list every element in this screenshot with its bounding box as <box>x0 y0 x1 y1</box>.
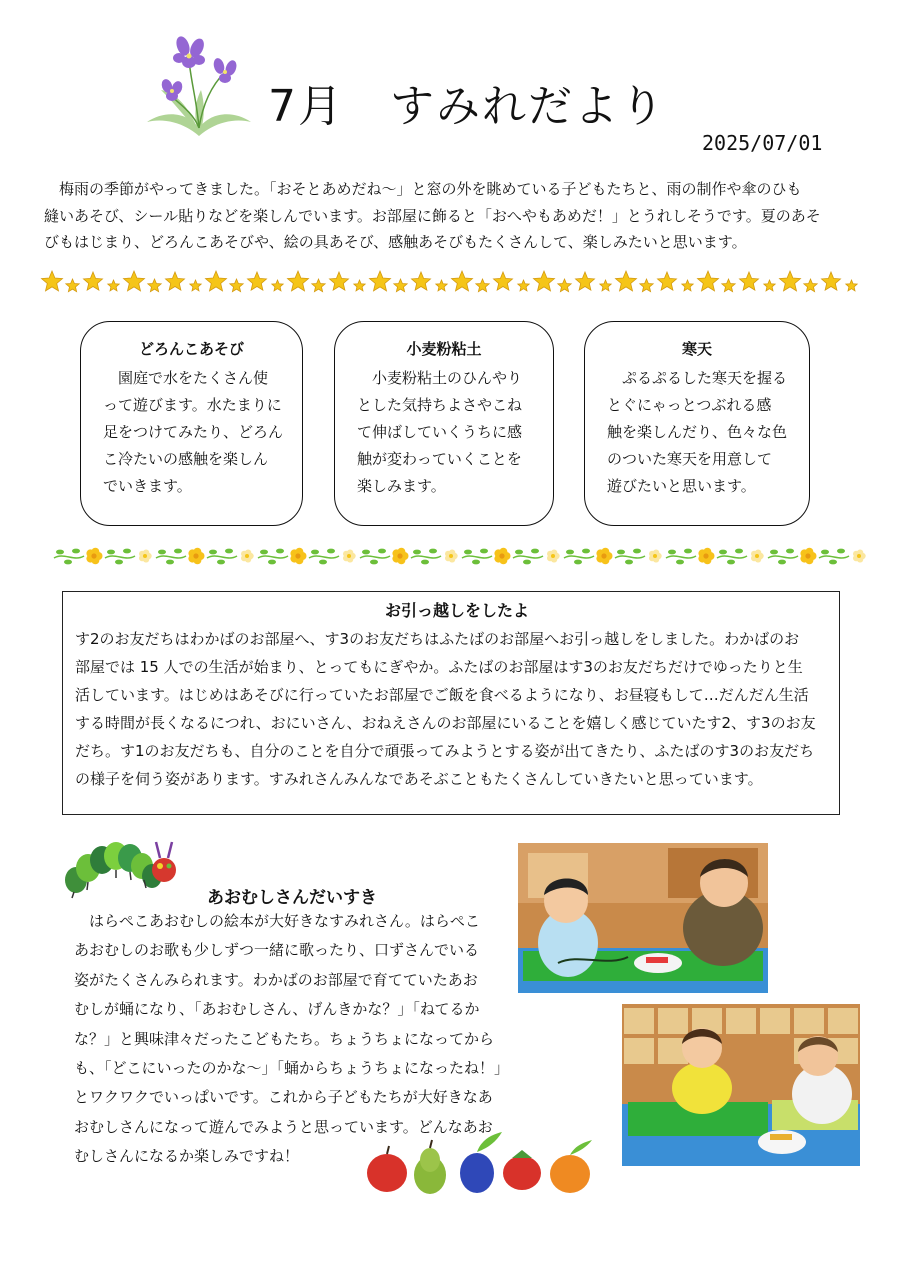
star-icon <box>42 271 63 291</box>
star-icon <box>312 279 325 292</box>
activity-card-flour-clay <box>334 321 554 526</box>
newsletter-title: 7月 すみれだより <box>268 81 666 132</box>
caterpillar-line: な？」と興味津々だったこどもたち。ちょうちょになってから <box>74 1029 495 1048</box>
flower-icon <box>207 549 254 565</box>
flower-icon <box>411 549 458 565</box>
star-icon <box>698 271 719 291</box>
star-icon <box>682 280 693 291</box>
flower-icon <box>309 549 356 565</box>
star-icon <box>248 272 267 290</box>
star-icon <box>822 272 841 290</box>
activity-card-body <box>357 365 527 500</box>
card-line: 小麦粉粘土のひんやり <box>357 369 523 387</box>
star-icon <box>124 271 145 291</box>
children-painting-photo <box>518 843 768 993</box>
caterpillar-line: おむしさんになって遊んでみようと思っています。どんなあお <box>74 1117 493 1136</box>
star-icon <box>616 271 637 291</box>
flower-icon <box>717 549 764 565</box>
fruits-illustration <box>362 1128 594 1198</box>
star-icon <box>722 279 735 292</box>
flower-icon <box>462 548 511 565</box>
star-icon <box>576 272 595 290</box>
activity-card-body <box>607 365 788 500</box>
card-line: こ冷たいの感触を楽しん <box>103 450 269 468</box>
star-icon <box>658 272 677 290</box>
star-icon <box>846 280 857 291</box>
star-icon <box>394 279 407 292</box>
activity-card-title: 寒天 <box>681 340 712 358</box>
star-icon <box>436 280 447 291</box>
caterpillar-line: も、「どこにいったのかな～」「蛹からちょうちょになったね！」 <box>74 1059 510 1078</box>
caterpillar-line: とワクワクでいっぱいです。これから子どもたちが大好きなあ <box>74 1088 493 1107</box>
moving-announcement-box <box>62 591 840 815</box>
star-icon <box>148 279 161 292</box>
star-icon <box>370 271 391 291</box>
flower-icon <box>666 548 715 565</box>
flower-icon <box>615 549 662 565</box>
star-icon <box>764 280 775 291</box>
intro-line: びもはじまり、どろんこあそびや、絵の具あそび、感触あそびもたくさんして、楽しみたいと思います。 <box>44 233 747 251</box>
star-icon <box>272 280 283 291</box>
star-icon <box>452 271 473 291</box>
moving-line: の様子を伺う姿があります。すみれさんみんなであそぶこともたくさんしていきたいと思っています。 <box>75 770 763 788</box>
intro-line: 梅雨の季節がやってきました。「おそとあめだね～」と窓の外を眺めている子どもたちと、雨の制作や傘のひも <box>44 180 802 198</box>
card-line: って遊びます。水たまりに <box>103 396 282 414</box>
moving-line: する時間が長くなるにつれ、おにいさん、おねえさんのお部屋にいることを嬉しく感じていたす2、す3のお友 <box>75 714 816 732</box>
activity-card-mud-play <box>80 321 303 526</box>
intro-line: 縫いあそび、シール貼りなどを楽しんでいます。お部屋に飾ると「おへやもあめだ！」とうれしそうです。夏のあそ <box>44 206 821 225</box>
card-line: 楽しみます。 <box>357 477 446 495</box>
flower-icon <box>513 549 560 565</box>
caterpillar-section-title: あおむしさんだいすき <box>207 888 377 908</box>
star-icon <box>190 280 201 291</box>
card-line: でいきます。 <box>103 477 192 495</box>
star-icon <box>230 279 243 292</box>
caterpillar-line: むしさんになるか楽しみですね！ <box>74 1147 300 1166</box>
intro-paragraph <box>44 176 864 256</box>
star-icon <box>354 280 365 291</box>
flower-icon <box>564 548 613 565</box>
flower-icon <box>258 548 307 565</box>
star-icon <box>494 272 513 290</box>
flower-icon <box>156 548 205 565</box>
flower-icon <box>105 549 152 565</box>
star-icon <box>288 271 309 291</box>
moving-line: 活しています。はじめはあそびに行っていたお部屋でご飯を食べるようになり、お昼寝もして…だんだん生活 <box>75 686 809 704</box>
flower-icon <box>54 548 103 565</box>
issue-date: 2025/07/01 <box>702 131 823 155</box>
star-icon <box>206 271 227 291</box>
star-icon <box>780 271 801 291</box>
caterpillar-illustration <box>60 830 180 900</box>
star-icon <box>108 280 119 291</box>
star-icon <box>804 279 817 292</box>
card-line: て伸ばしていくうちに感 <box>357 423 523 441</box>
moving-body <box>75 625 839 793</box>
caterpillar-line: むしが蛹になり、「あおむしさん、げんきかな？」「ねてるか <box>74 1000 480 1019</box>
star-icon <box>558 279 571 292</box>
card-line: 足をつけてみたり、どろん <box>103 423 284 441</box>
card-line: 園庭で水をたくさん使 <box>103 369 269 387</box>
star-icon <box>66 279 79 292</box>
card-line: 触を楽しんだり、色々な色 <box>607 423 788 441</box>
star-icon <box>330 272 349 290</box>
card-line: 触が変わっていくことを <box>357 450 522 468</box>
moving-line: 部屋では 15 人での生活が始まり、とってもにぎやか。ふたばのお部屋はす3のお友だちだけでゆったりと生 <box>75 658 803 676</box>
caterpillar-line: 姿がたくさんみられます。わかばのお部屋で育てていたあお <box>74 970 478 989</box>
violet-flower-illustration <box>143 32 255 140</box>
flower-icon <box>819 549 866 565</box>
star-icon <box>166 272 185 290</box>
star-icon <box>740 272 759 290</box>
activity-card-agar <box>584 321 810 526</box>
star-icon <box>600 280 611 291</box>
moving-line: だち。す1のお友だちも、自分のことを自分で頑張ってみようとする姿が出てきたり、ふたばのす3のお友だち <box>75 742 815 760</box>
flower-icon <box>768 548 817 565</box>
activity-card-title: 小麦粉粘土 <box>406 340 482 358</box>
caterpillar-line: はらぺこあおむしの絵本が大好きなすみれさん。はらぺこ <box>74 912 480 930</box>
star-icon <box>640 279 653 292</box>
moving-line: す2のお友だちはわかばのお部屋へ、す3のお友だちはふたばのお部屋へお引っ越しをしました。わかばのお <box>75 630 800 648</box>
star-icon <box>412 272 431 290</box>
flower-icon <box>360 548 409 565</box>
activity-card-title: どろんこあそび <box>138 340 244 358</box>
star-icon <box>476 279 489 292</box>
star-border-decoration <box>40 268 868 298</box>
card-line: のついた寒天を用意して <box>607 450 773 468</box>
activity-card-body <box>103 365 284 500</box>
moving-title: お引っ越しをしたよ <box>384 601 529 620</box>
card-line: とした気持ちよさやこね <box>357 396 523 414</box>
caterpillar-line: あおむしのお歌も少しずつ一緒に歌ったり、口ずさんでいる <box>74 941 480 960</box>
card-line: とぐにゃっとつぶれる感 <box>607 396 772 414</box>
card-line: ぷるぷるした寒天を握る <box>607 369 788 387</box>
star-icon <box>534 271 555 291</box>
star-icon <box>518 280 529 291</box>
star-icon <box>84 272 103 290</box>
children-crayons-photo <box>622 1004 860 1166</box>
flower-border-decoration <box>48 544 870 568</box>
card-line: 遊びたいと思います。 <box>607 477 756 495</box>
